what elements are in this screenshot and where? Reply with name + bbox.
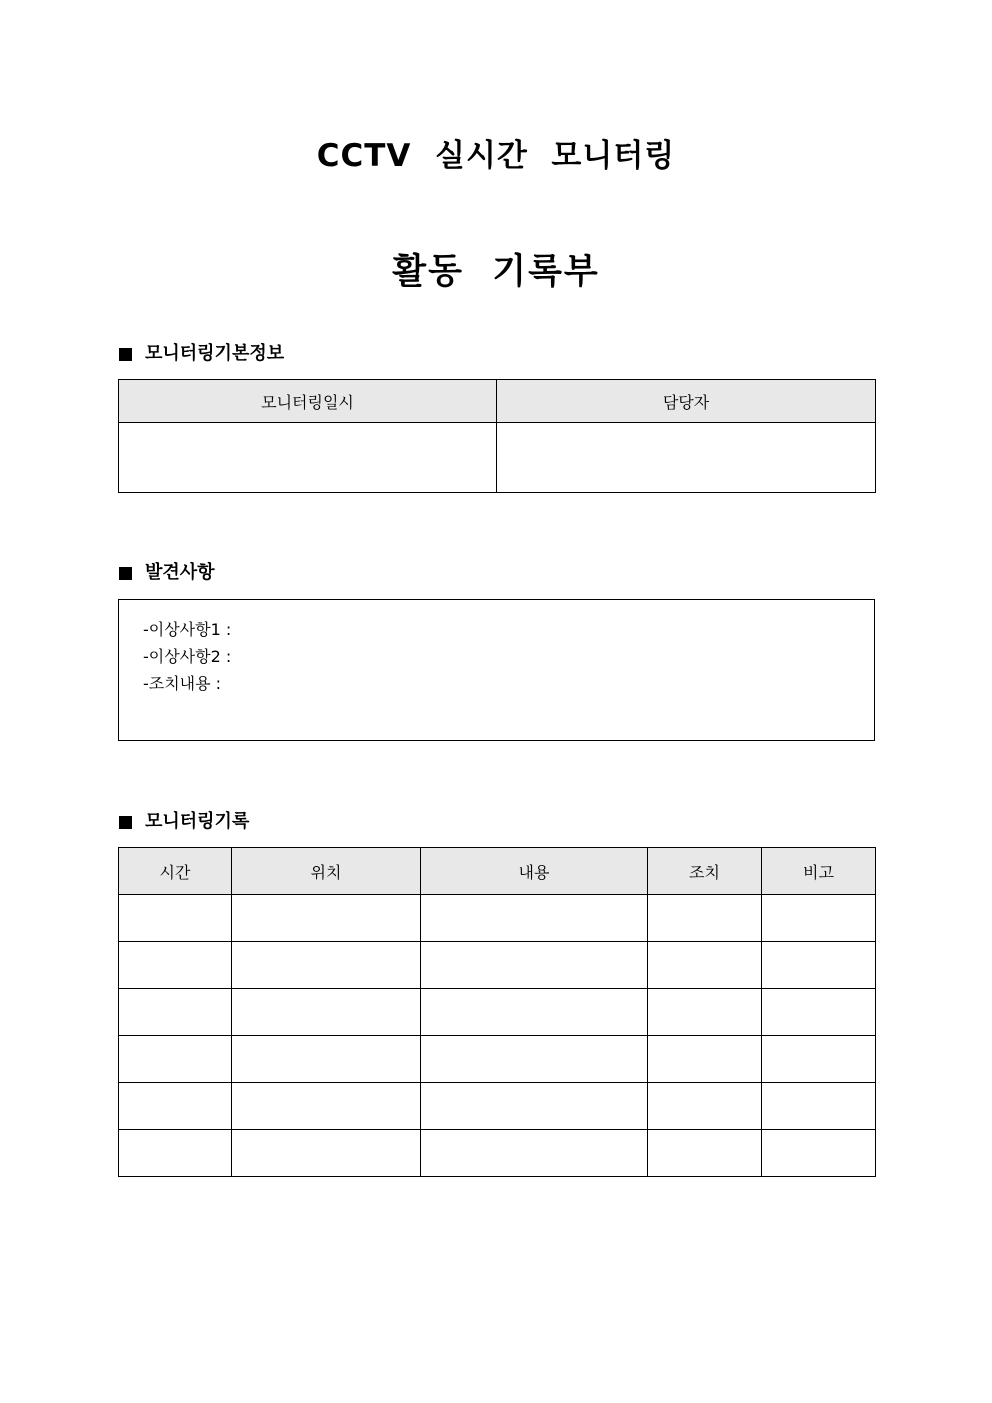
time-cell[interactable] xyxy=(119,989,232,1036)
action-cell[interactable] xyxy=(648,942,762,989)
location-cell[interactable] xyxy=(232,942,421,989)
content-cell[interactable] xyxy=(421,1083,648,1130)
table-row xyxy=(119,895,876,942)
header-remarks: 비고 xyxy=(762,848,876,895)
monitoring-record-table xyxy=(118,847,876,1177)
monitoring-datetime-cell[interactable] xyxy=(119,423,497,493)
action-cell[interactable] xyxy=(648,989,762,1036)
content-cell[interactable] xyxy=(421,942,648,989)
section-heading-label: 발견사항 xyxy=(145,562,215,583)
location-cell[interactable] xyxy=(232,1130,421,1177)
document-subtitle: 활동 기록부 xyxy=(392,252,600,292)
table-row xyxy=(119,1130,876,1177)
header-action: 조치 xyxy=(648,848,762,895)
header-location: 위치 xyxy=(232,848,421,895)
remarks-cell[interactable] xyxy=(762,942,876,989)
table-row xyxy=(119,942,876,989)
action-cell[interactable] xyxy=(648,895,762,942)
square-bullet-icon xyxy=(119,567,132,580)
section-heading-monitoring-record xyxy=(119,810,249,834)
action-cell[interactable] xyxy=(648,1083,762,1130)
person-in-charge-cell[interactable] xyxy=(497,423,876,493)
document-title: CCTV 실시간 모니터링 xyxy=(316,138,676,174)
time-cell[interactable] xyxy=(119,895,232,942)
header-time: 시간 xyxy=(119,848,232,895)
section-heading-basic-info xyxy=(119,342,284,366)
table-row xyxy=(119,1036,876,1083)
content-cell[interactable] xyxy=(421,895,648,942)
time-cell[interactable] xyxy=(119,1036,232,1083)
remarks-cell[interactable] xyxy=(762,989,876,1036)
section-heading-findings xyxy=(119,561,215,585)
remarks-cell[interactable] xyxy=(762,895,876,942)
location-cell[interactable] xyxy=(232,895,421,942)
action-cell[interactable] xyxy=(648,1036,762,1083)
action-cell[interactable] xyxy=(648,1130,762,1177)
time-cell[interactable] xyxy=(119,1130,232,1177)
remarks-cell[interactable] xyxy=(762,1036,876,1083)
content-cell[interactable] xyxy=(421,1130,648,1177)
content-cell[interactable] xyxy=(421,1036,648,1083)
remarks-cell[interactable] xyxy=(762,1130,876,1177)
finding-line-action: -조치내용 : xyxy=(143,674,222,693)
table-row xyxy=(119,989,876,1036)
time-cell[interactable] xyxy=(119,1083,232,1130)
table-row xyxy=(119,423,876,493)
table-header-row xyxy=(119,380,876,423)
header-monitoring-datetime: 모니터링일시 xyxy=(119,380,497,423)
table-row xyxy=(119,1083,876,1130)
findings-box[interactable] xyxy=(118,599,875,741)
location-cell[interactable] xyxy=(232,989,421,1036)
header-person-in-charge: 담당자 xyxy=(497,380,876,423)
location-cell[interactable] xyxy=(232,1036,421,1083)
basic-info-table xyxy=(118,379,876,493)
square-bullet-icon xyxy=(119,816,132,829)
header-content: 내용 xyxy=(421,848,648,895)
content-cell[interactable] xyxy=(421,989,648,1036)
finding-line-anomaly-2: -이상사항2 : xyxy=(143,647,232,666)
finding-line-anomaly-1: -이상사항1 : xyxy=(143,620,232,639)
section-heading-label: 모니터링기록 xyxy=(145,811,250,832)
location-cell[interactable] xyxy=(232,1083,421,1130)
square-bullet-icon xyxy=(119,348,132,361)
time-cell[interactable] xyxy=(119,942,232,989)
table-header-row xyxy=(119,848,876,895)
section-heading-label: 모니터링기본정보 xyxy=(145,343,285,364)
remarks-cell[interactable] xyxy=(762,1083,876,1130)
